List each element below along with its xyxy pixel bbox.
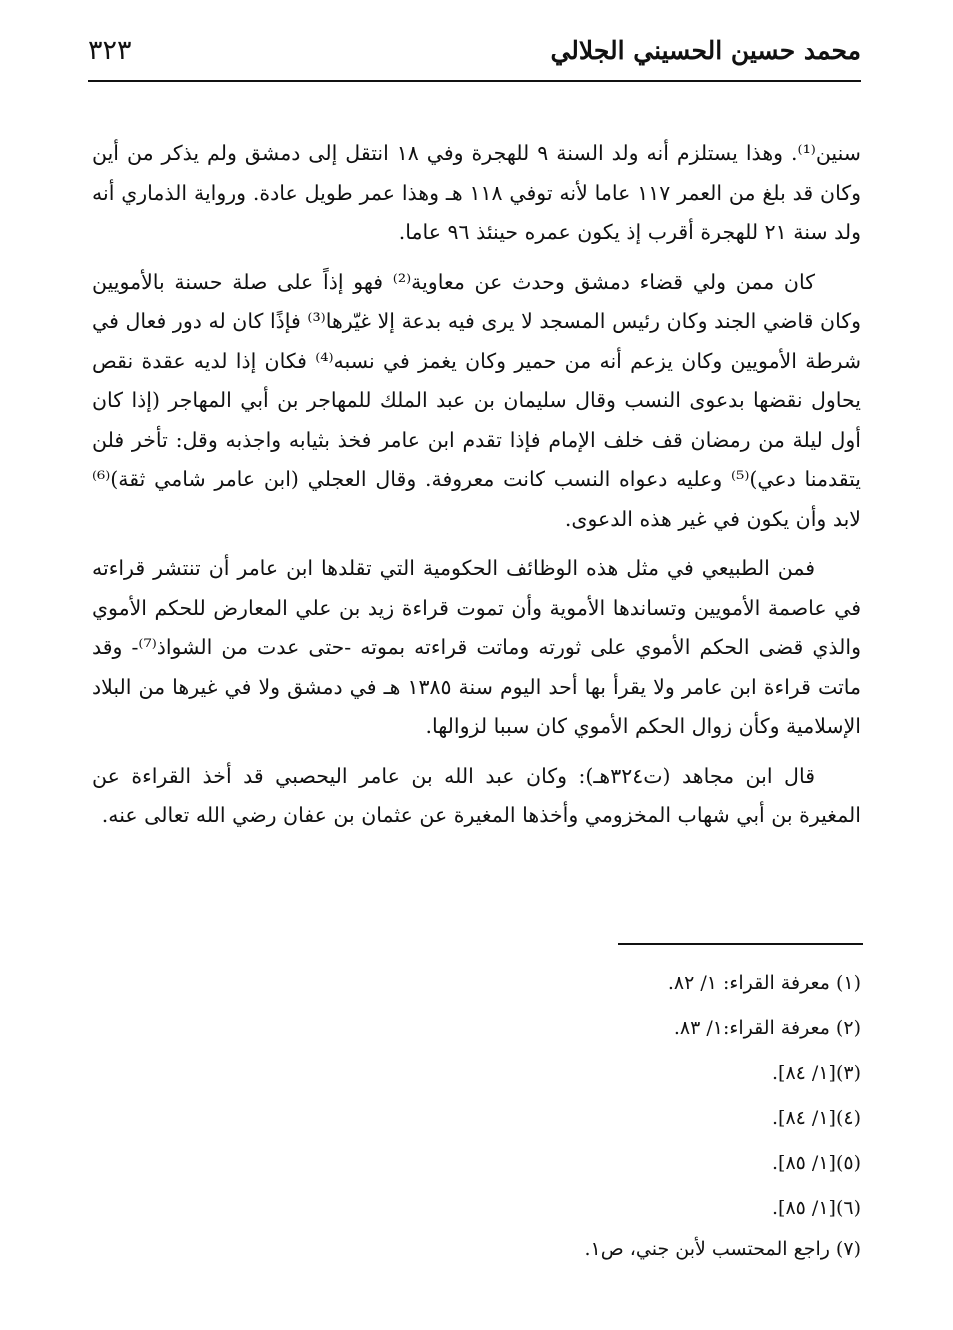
header-divider <box>88 80 861 82</box>
footnote-2: (٢) معرفة القراء:١/ ٨٣. <box>673 1017 861 1039</box>
paragraph-1: سنين⁽¹⁾. وهذا يستلزم أنه ولد السنة ٩ للهجرة وفي ١٨ انتقل إلى دمشق ولم يذكر من أين وكان قد بلغ من العمر ١١٧ عاما لأنه توفي ١١٨ هـ وهذا عمر طويل عادة. ورواية الذماري أنه ولد سنة ٢١ للهجرة أقرب إذ يكون عمره حينئذ ٩٦ عاما. <box>92 141 861 244</box>
footnote-5: (٥)[١/ ٨٥]. <box>771 1152 861 1174</box>
running-header <box>88 28 861 72</box>
page-number: ٣٢٣ <box>88 34 132 66</box>
header-title: محمد حسين الحسيني الجلالي <box>550 35 861 65</box>
paragraph-3: فمن الطبيعي في مثل هذه الوظائف الحكومية التي تقلدها ابن عامر أن تنتشر قراءته في عاصمة الأمويين وتساندها الأموية وأن تموت قراءة زيد بن علي المعارض للحكم الأموي والذي قضى الحكم الأموي على ثورته وماتت قراءته بموته -حتى عدت من الشواذ⁽⁷⁾- وقد ماتت قراءة ابن عامر ولا يقرأ بها أحد اليوم سنة ١٣٨٥ هـ في دمشق ولا في غيرها من البلاد الإسلامية وكأن زوال الحكم الأموي كان سببا لزوالها. <box>92 556 862 738</box>
paragraph-4: قال ابن مجاهد (ت٣٢٤هـ): وكان عبد الله بن عامر اليحصبي قد أخذ القراءة عن المغيرة بن أبي شهاب المخزومي وأخذها المغيرة عن عثمان بن عفان رضي الله تعالى عنه. <box>92 763 861 827</box>
footnotes <box>300 964 861 1268</box>
footnote-6: (٦)[١/ ٨٥]. <box>771 1197 861 1219</box>
footnote-divider <box>618 943 863 945</box>
footnote-7: (٧) راجع المحتسب لأبن جني، ص١. <box>584 1238 861 1260</box>
footnote-1: (١) معرفة القراء: ١/ ٨٢. <box>667 972 861 994</box>
footnote-3: (٣)[١/ ٨٤]. <box>771 1062 861 1084</box>
footnote-4: (٤)[١/ ٨٤]. <box>771 1107 861 1129</box>
main-text <box>92 134 861 846</box>
paragraph-2: كان ممن ولي قضاء دمشق وحدث عن معاوية⁽²⁾ فهو إذاً على صلة حسنة بالأمويين وكان قاضي الجند وكان رئيس المسجد لا يرى فيه بدعة إلا غيّرها⁽³⁾ فإذًا كان له دور فعال في شرطة الأمويين وكان يزعم أنه من حمير وكان يغمز في نسبه⁽⁴⁾ فكان إذا لديه عقدة نقص يحاول نقضها بدعوى النسب وقال سليمان بن عبد الملك للمهاجر بن أبي المهاجر (إذا كان أول ليلة من رمضان قف خلف الإمام فإذا تقدم ابن عامر فخذ بثيابه واجذبه وقل: تأخر فلن يتقدمنا دعي)⁽⁵⁾ وعليه دعواه النسب كانت معروفة. وقال العجلي (ابن عامر شامي ثقة)⁽⁶⁾ لابد وأن يكون في غير هذه الدعوى. <box>92 269 861 531</box>
